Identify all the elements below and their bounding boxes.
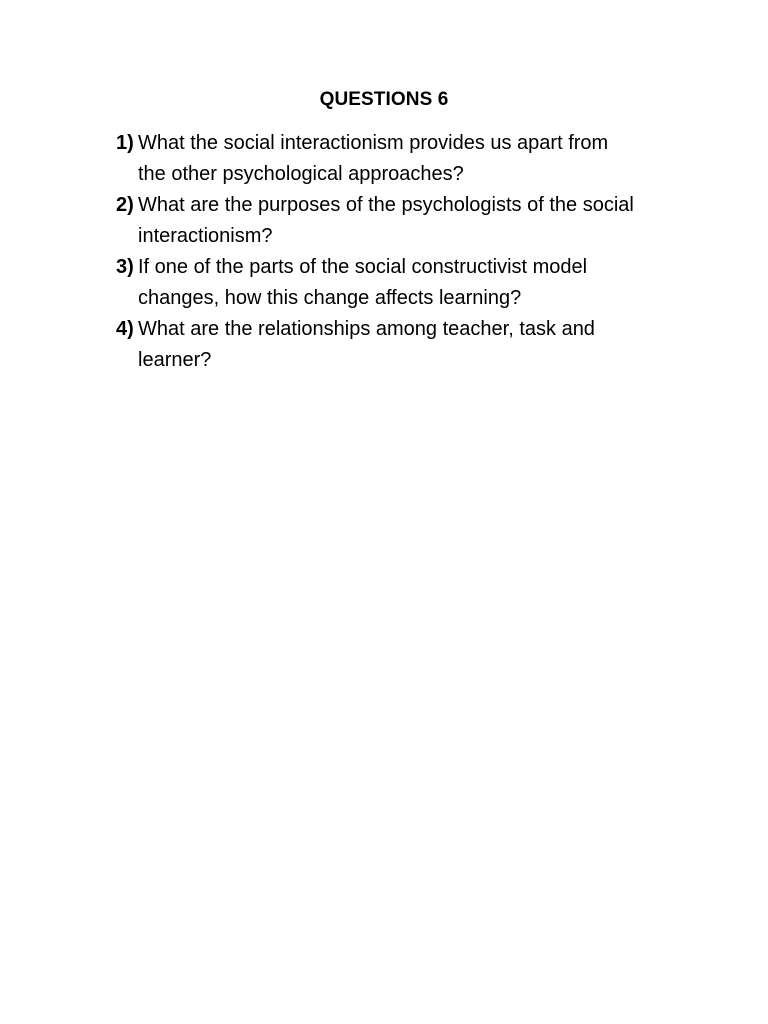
question-text [138,252,676,314]
question-text [138,128,676,190]
question-text-line: changes, how this change affects learning? [138,287,522,309]
question-text-line: What are the relationships among teacher, task and [138,318,595,340]
question-text-line: interactionism? [138,225,273,247]
question-number: 4) [116,318,134,340]
page-title: QUESTIONS 6 [319,89,449,110]
question-text-line: learner? [138,349,212,371]
question-text-line: What are the purposes of the psychologists of the social [138,194,634,216]
question-list [116,128,676,376]
question-text-line: What the social interactionism provides us apart from [138,132,609,154]
question-item [116,252,676,314]
question-item [116,190,676,252]
question-text-line: the other psychological approaches? [138,163,464,185]
question-text-line: If one of the parts of the social constructivist model [138,256,588,278]
question-item [116,128,676,190]
question-text [138,190,676,252]
question-number: 1) [116,132,134,154]
question-number: 3) [116,256,134,278]
question-item [116,314,676,376]
question-text [138,314,676,376]
question-number: 2) [116,194,134,216]
